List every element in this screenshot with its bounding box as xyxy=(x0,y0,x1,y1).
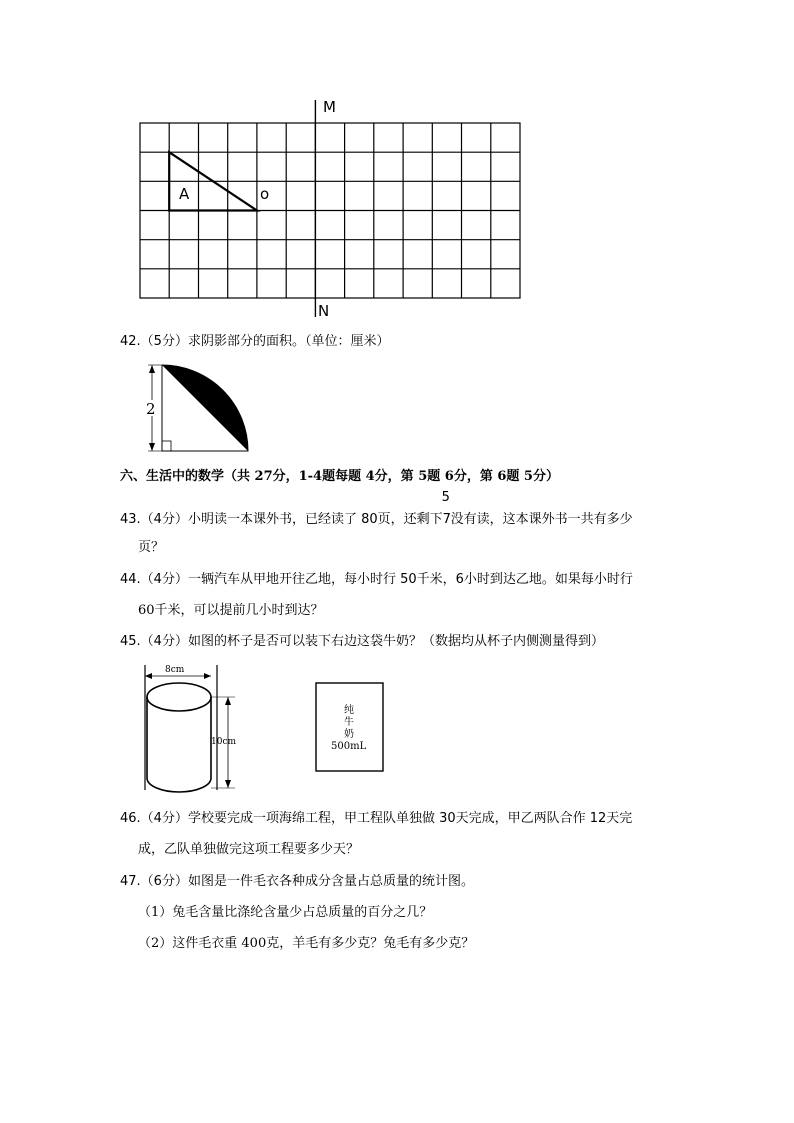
question-47-sub1: （1）兔毛含量比涤纶含量少占总质量的百分之几？ xyxy=(138,905,433,920)
question-45: 45.（4分）如图的杯子是否可以装下右边这袋牛奶？（数据均从杯子内侧测量得到） xyxy=(120,634,604,649)
question-46-cont: 成，乙队单独做完这项工程要多少天？ xyxy=(138,842,360,857)
shaded-segment xyxy=(162,365,248,451)
cup-width-label: 8cm xyxy=(165,665,185,675)
cup-height-label: 10cm xyxy=(211,737,237,747)
question-44-cont: 60千米，可以提前几小时到达？ xyxy=(138,603,324,618)
label-m: M xyxy=(323,98,336,116)
question-47: 47.（6分）如图是一件毛衣各种成分含量占总质量的统计图。 xyxy=(120,874,474,889)
cup-rim xyxy=(147,683,211,711)
label-o: o xyxy=(260,185,270,203)
question-44: 44.（4分）一辆汽车从甲地开往乙地，每小时行 50千米，6小时到达乙地。如果每小时行 xyxy=(120,572,633,587)
grid-figure xyxy=(130,95,530,320)
question-43-cont: 页？ xyxy=(138,540,165,555)
question-46: 46.（4分）学校要完成一项海绵工程，甲工程队单独做 30天完成，甲乙两队合作 12天完 xyxy=(120,811,633,826)
milk-label-1: 纯 xyxy=(344,705,354,716)
milk-label-3: 奶 xyxy=(344,729,354,740)
dimension-label: 2 xyxy=(146,400,156,418)
label-n: N xyxy=(318,302,330,320)
shaded-area-figure xyxy=(140,360,255,455)
question-42: 42.（5分）求阴影部分的面积。（单位：厘米） xyxy=(120,334,390,349)
label-a: A xyxy=(179,185,190,203)
question-43: 43.（4分）小明读一本课外书，已经读了 80页，还剩下 5 7没有读，这本课外书一共有多少 xyxy=(120,510,633,530)
milk-label-4: 500mL xyxy=(331,741,367,752)
milk-label-2: 牛 xyxy=(344,717,354,728)
section-title: 六、生活中的数学（共 27分，1-4题每题 4分，第 5题 6分，第 6题 5分） xyxy=(120,469,559,484)
cup-figure xyxy=(135,660,385,800)
right-angle-mark xyxy=(162,441,171,451)
fraction: 5 7 xyxy=(441,490,451,527)
question-47-sub2: （2）这件毛衣重 400克，羊毛有多少克？兔毛有多少克？ xyxy=(138,936,475,951)
